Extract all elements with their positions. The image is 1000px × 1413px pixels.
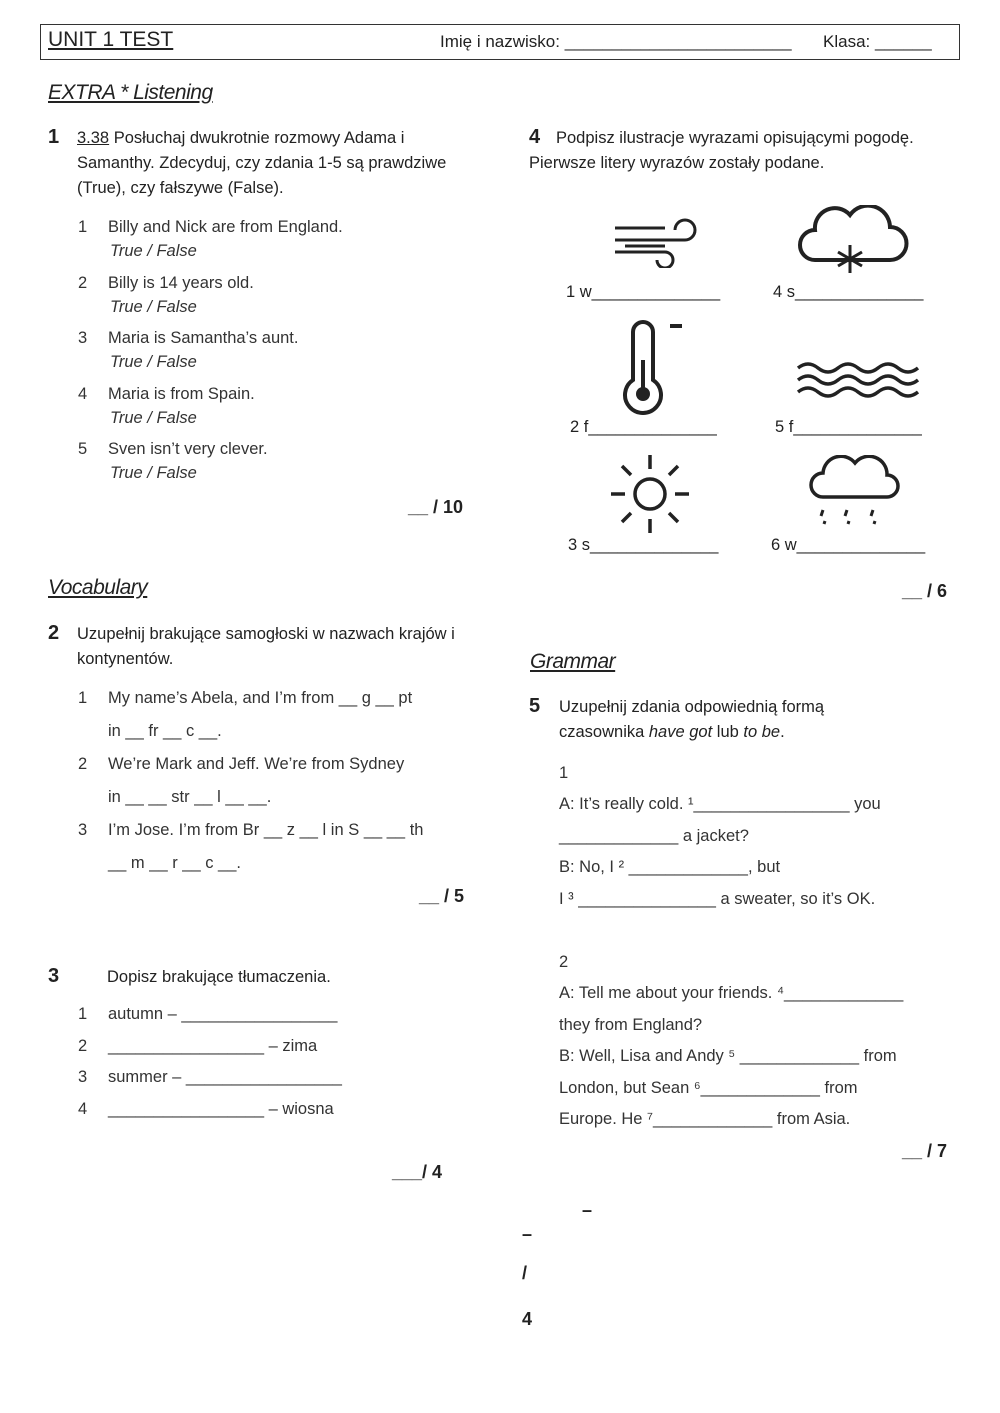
snow-cloud-icon xyxy=(795,205,915,275)
wind-icon xyxy=(610,218,700,268)
translation-line: _________________ – zima xyxy=(108,1036,318,1055)
stray-mark: 4 xyxy=(522,1309,533,1329)
true-false-choice: True / False xyxy=(110,297,197,316)
translation-line: _________________ – wiosna xyxy=(108,1099,334,1118)
instruction-text: Posłuchaj dwukrotnie rozmowy Adama i Samanthy. Zdecyduj, czy zdania 1-5 są prawdziwe (True), czy fałszywe (False). xyxy=(77,129,447,197)
test-title: UNIT 1 TEST xyxy=(48,28,174,51)
true-false-choice: True / False xyxy=(110,353,197,371)
item-number: 1 xyxy=(78,689,88,707)
item-number: 1 xyxy=(78,1005,88,1023)
grammar-title: Grammar xyxy=(530,650,616,673)
item-number: 2 xyxy=(78,755,88,773)
instruction-text: . xyxy=(780,723,785,741)
instruction-text: have got xyxy=(648,723,713,741)
vocabulary-title: Vocabulary xyxy=(48,576,148,599)
exercise-number: 4 xyxy=(529,126,541,148)
weather-answer-line: 5 f______________ xyxy=(775,418,922,436)
score: __ / 5 xyxy=(419,886,465,906)
listening-title: EXTRA * Listening xyxy=(48,81,213,104)
listening-instruction xyxy=(77,126,447,201)
stray-mark: – xyxy=(522,1224,533,1244)
gap-line: We’re Mark and Jeff. We’re from Sydney xyxy=(108,755,405,773)
translation-line: autumn – _________________ xyxy=(108,1005,338,1023)
dialogue-number: 1 xyxy=(559,764,569,782)
ex2-instruction: Uzupełnij brakujące samogłoski w nazwach krajów i kontynentów. xyxy=(77,625,455,668)
track-number: 3.38 xyxy=(77,129,110,147)
stray-mark: – xyxy=(582,1200,593,1220)
translation-line: summer – _________________ xyxy=(108,1068,342,1086)
grammar-instruction xyxy=(559,695,889,745)
score: ___/ 4 xyxy=(392,1162,443,1182)
dialogue-line: Europe. He ⁷_____________ from Asia. xyxy=(559,1110,851,1128)
gap-line: __ m __ r __ c __. xyxy=(108,854,241,872)
ex3-instruction: Dopisz brakujące tłumaczenia. xyxy=(107,968,331,986)
score: __ / 10 xyxy=(408,497,464,517)
dialogue-line: they from England? xyxy=(559,1015,703,1034)
statement: Billy is 14 years old. xyxy=(108,273,254,292)
item-number: 5 xyxy=(78,440,88,458)
item-number: 4 xyxy=(78,384,88,403)
statement: Maria is Samantha’s aunt. xyxy=(108,329,299,347)
dialogue-number: 2 xyxy=(559,953,569,971)
statement: Billy and Nick are from England. xyxy=(108,218,343,236)
gap-line: in __ fr __ c __. xyxy=(108,722,222,740)
rain-cloud-icon xyxy=(805,455,905,535)
statement: Maria is from Spain. xyxy=(108,384,255,403)
dialogue-line: B: Well, Lisa and Andy ⁵ _____________ from xyxy=(559,1047,897,1065)
item-number: 3 xyxy=(78,821,88,839)
weather-answer-line: 4 s______________ xyxy=(773,283,924,301)
weather-answer-line: 6 w______________ xyxy=(771,536,926,554)
exercise-number: 2 xyxy=(48,622,60,644)
dialogue-line: A: Tell me about your friends. ⁴_____________ xyxy=(559,984,904,1002)
dialogue-line: London, but Sean ⁶_____________ from xyxy=(559,1078,858,1097)
exercise-number: 1 xyxy=(48,126,60,148)
dialogue-line: I ³ _______________ a sweater, so it’s OK. xyxy=(559,889,876,908)
score: __ / 7 xyxy=(902,1141,948,1161)
weather-answer-line: 3 s______________ xyxy=(568,536,719,554)
weather-answer-line: 1 w______________ xyxy=(566,283,721,301)
item-number: 3 xyxy=(78,1068,88,1086)
item-number: 2 xyxy=(78,273,88,292)
name-field: Imię i nazwisko: ________________________ xyxy=(440,32,792,51)
score: __ / 6 xyxy=(902,581,948,601)
class-field: Klasa: ______ xyxy=(823,32,932,51)
thermometer-icon xyxy=(615,320,690,415)
exercise-number: 5 xyxy=(529,695,541,717)
stray-mark: / xyxy=(522,1263,528,1283)
true-false-choice: True / False xyxy=(110,242,197,260)
dialogue-line: B: No, I ² _____________, but xyxy=(559,858,781,876)
true-false-choice: True / False xyxy=(110,408,197,427)
true-false-choice: True / False xyxy=(110,464,197,482)
weather-answer-line: 2 f______________ xyxy=(570,418,717,436)
exercise-number: 3 xyxy=(48,965,60,987)
dialogue-line: A: It’s really cold. ¹_________________ you xyxy=(559,795,881,813)
item-number: 3 xyxy=(78,329,88,347)
gap-line: in __ __ str __ l __ __. xyxy=(108,788,272,806)
fog-icon xyxy=(795,358,920,403)
item-number: 2 xyxy=(78,1036,88,1055)
instruction-text: lub xyxy=(712,723,744,741)
sun-icon xyxy=(608,452,693,537)
dialogue-line: _____________ a jacket? xyxy=(559,826,749,845)
instruction-text: to be xyxy=(743,723,781,741)
weather-instruction: Podpisz ilustracje wyrazami opisującymi pogodę. Pierwsze litery wyrazów zostały podane. xyxy=(529,129,914,172)
item-number: 4 xyxy=(78,1099,88,1118)
gap-line: My name’s Abela, and I’m from __ g __ pt xyxy=(108,689,413,707)
statement: Sven isn’t very clever. xyxy=(108,440,268,458)
instruction-text: Uzupełnij zdania odpowiednią formą czasownika xyxy=(559,698,825,741)
item-number: 1 xyxy=(78,218,88,236)
gap-line: I’m Jose. I’m from Br __ z __ l in S __ __ th xyxy=(108,821,424,839)
